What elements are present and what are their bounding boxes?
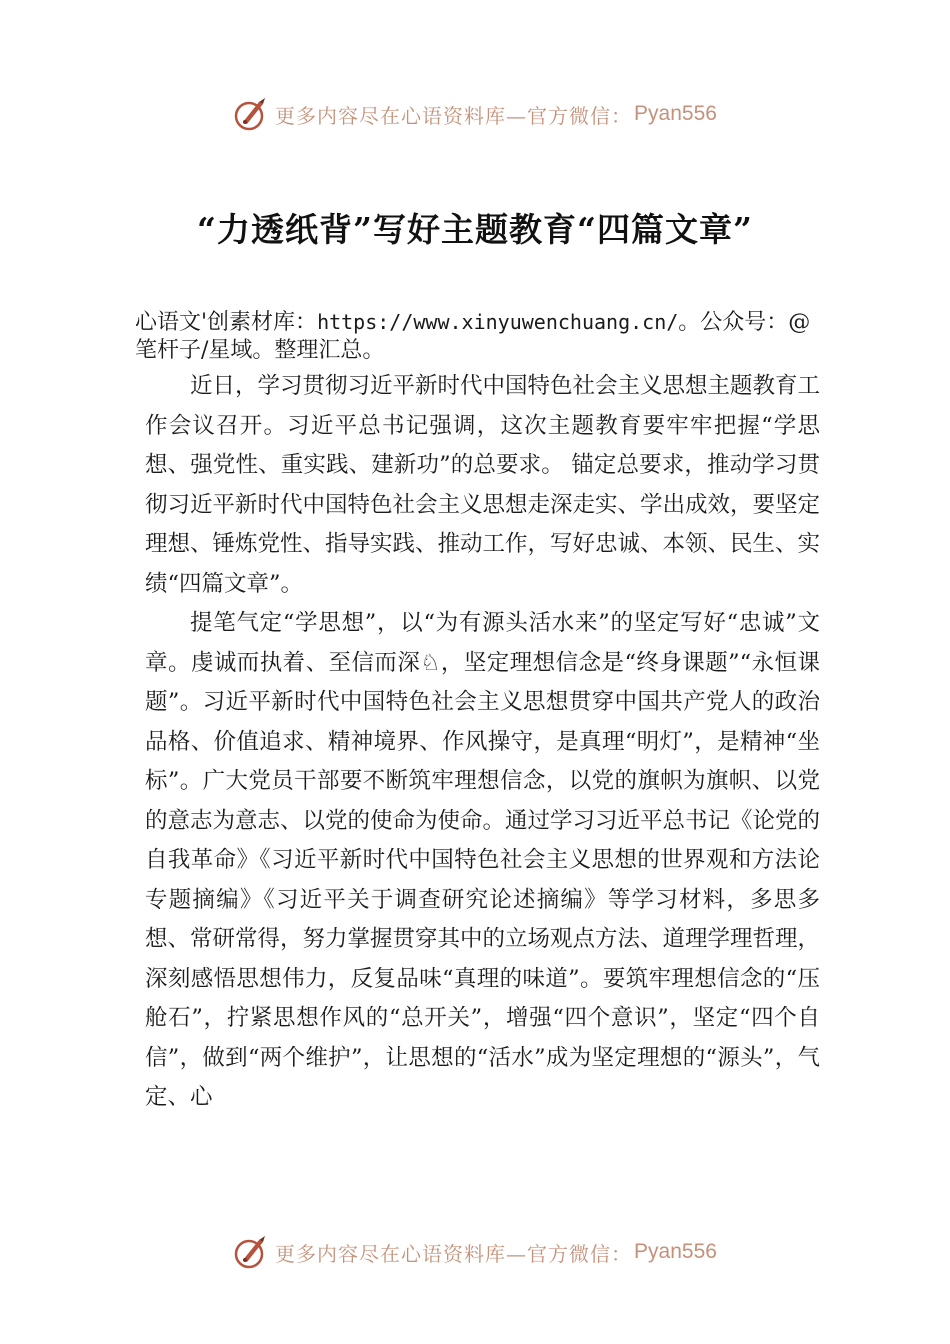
document-title: “力透纸背”写好主题教育“四篇文章” xyxy=(197,210,753,249)
document-body xyxy=(145,367,820,1118)
source-prefix: 心语文'创素材库： xyxy=(135,310,318,335)
banner-text: 更多内容尽在心语资料库—官方微信： xyxy=(275,1241,633,1266)
wechat-id: Pyan556 xyxy=(634,102,717,125)
quill-pen-circle-icon xyxy=(233,1234,269,1270)
paragraph: 提笔气定“学思想”，以“为有源头活水来”的坚定写好“忠诚”文章。虔诚而执着、至信而深♘，坚定理想信念是“终身课题”“永恒课题”。习近平新时代中国特色社会主义思想贯穿中国共产党人的政治品格、价值追求、精神境界、作风操守，是真理“明灯”，是精神“坐标”。广大党员干部要不断筑牢理想信念，以党的旗帜为旗帜、以党的意志为意志、以党的使命为使命。通过学习习近平总书记《论党的自我革命》《习近平新时代中国特色社会主义思想的世界观和方法论专题摘编》《习近平关于调查研究论述摘编》等学习材料，多思多想、常研常得，努力掌握贯穿其中的立场观点方法、道理学理哲理，深刻感悟思想伟力，反复品味“真理的味道”。要筑牢理想信念的“压舱石”，拧紧思想作风的“总开关”，增强“四个意识”，坚定“四个自信”，做到“两个维护”，让思想的“活水”成为坚定理想的“源头”，气定、心 xyxy=(145,610,821,1110)
paragraph: 近日，学习贯彻习近平新时代中国特色社会主义思想主题教育工作会议召开。习近平总书记强调，这次主题教育要牢牢把握“学思想、强党性、重实践、建新功”的总要求。 锚定总要求，推动学习贯彻习近平新时代中国特色社会主义思想走深走实、学出成效，要坚定理想、锤炼党性、指导实践、推动工作，写好忠诚、本领、民生、实绩“四篇文章”。 xyxy=(145,373,821,597)
header-banner xyxy=(0,94,950,134)
source-url: https://www.xinyuwenchuang.cn/ xyxy=(317,310,679,334)
banner-text: 更多内容尽在心语资料库—官方微信： xyxy=(275,103,633,128)
source-suffix: 。公众号：@笔杆子/星域。整理汇总。 xyxy=(135,310,811,363)
source-line xyxy=(135,308,825,365)
quill-pen-circle-icon xyxy=(233,96,269,132)
wechat-id: Pyan556 xyxy=(634,1240,717,1263)
footer-banner xyxy=(0,1232,950,1272)
